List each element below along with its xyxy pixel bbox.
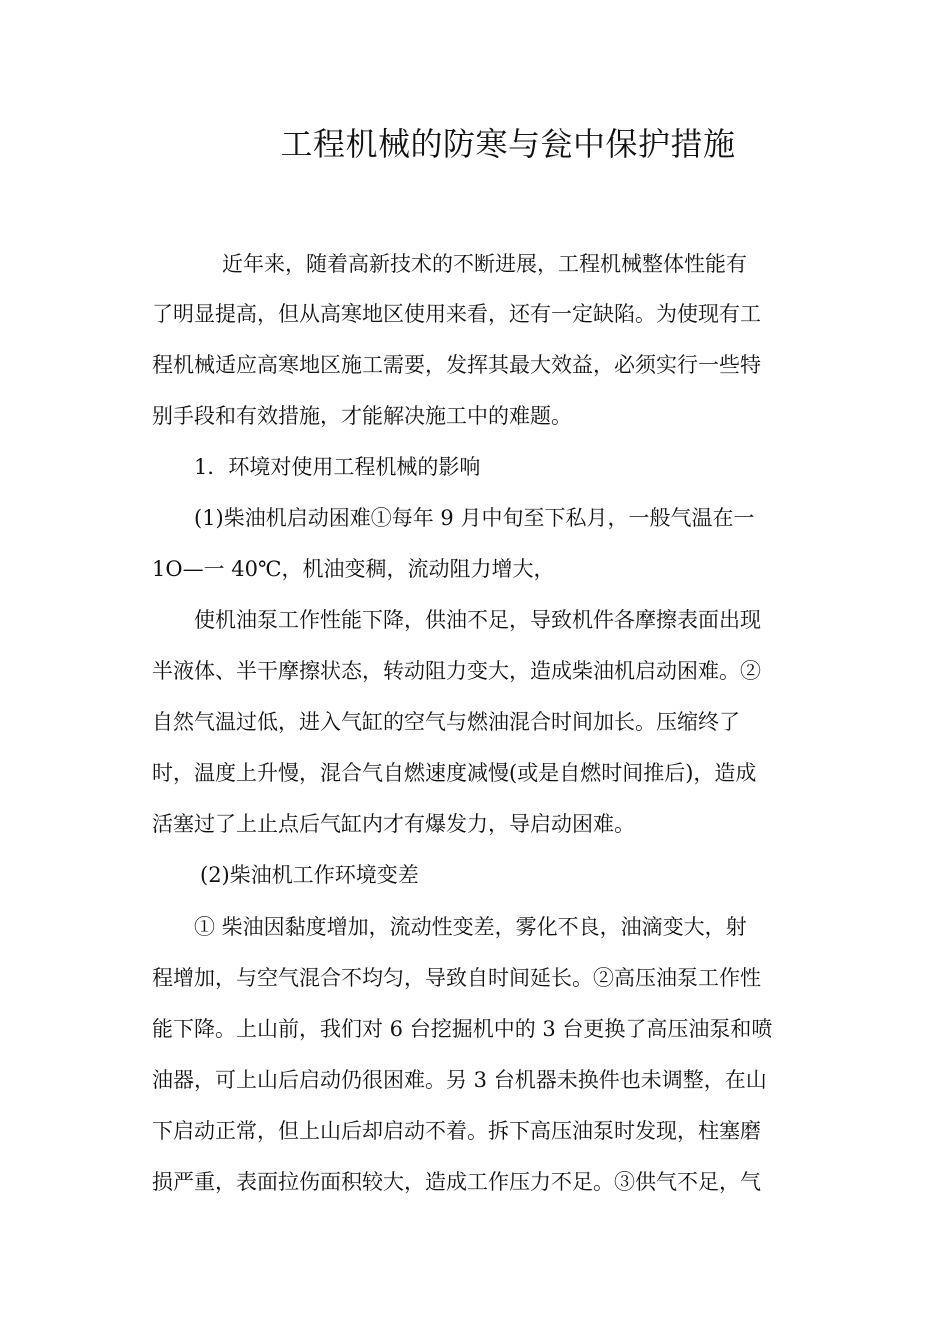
paragraph-line: 能下降。上山前，我们对 6 台挖掘机中的 3 台更换了高压油泵和喷 [152, 1017, 773, 1041]
paragraph-line: 程机械适应高寒地区施工需要，发挥其最大效益，必须实行一些特 [152, 353, 761, 377]
paragraph-line: 程增加，与空气混合不均匀，导致自时间延长。②高压油泵工作性 [152, 966, 761, 990]
paragraph-line: 了明显提高，但从高寒地区使用来看，还有一定缺陷。为使现有工 [152, 302, 761, 326]
document-title: 工程机械的防寒与瓮中保护措施 [280, 125, 736, 163]
paragraph-line: 半液体、半干摩擦状态，转动阻力变大，造成柴油机启动困难。② [152, 659, 761, 683]
paragraph-line: 1O—一 40℃，机油变稠，流动阻力增大， [152, 557, 555, 581]
paragraph-line: 下启动正常，但上山后却启动不着。拆下高压油泵时发现，柱塞磨 [152, 1119, 761, 1143]
paragraph-line: 别手段和有效措施，才能解决施工中的难题。 [152, 404, 572, 428]
section-heading: 1．环境对使用工程机械的影响 [194, 455, 481, 479]
paragraph-line: 活塞过了上止点后气缸内才有爆发力，导启动困难。 [152, 812, 635, 836]
paragraph-line: 时，温度上升慢，混合气自燃速度减慢(或是自燃时间推后)，造成 [152, 761, 757, 785]
paragraph-line: 自然气温过低，进入气缸的空气与燃油混合时间加长。压缩终了 [152, 710, 740, 734]
paragraph-line: 近年来，随着高新技术的不断进展，工程机械整体性能有 [222, 252, 747, 276]
paragraph-line: 使机油泵工作性能下降，供油不足，导致机件各摩擦表面出现 [194, 608, 761, 632]
paragraph-line: 损严重，表面拉伤面积较大，造成工作压力不足。③供气不足，气 [152, 1170, 761, 1194]
paragraph-line: (1)柴油机启动困难①每年 9 月中旬至下私月，一般气温在一 [194, 506, 755, 530]
paragraph-line: 油器，可上山后启动仍很困难。另 3 台机器未换件也未调整，在山 [152, 1068, 767, 1092]
subsection-heading: (2)柴油机工作环境变差 [200, 863, 419, 887]
paragraph-line: ① 柴油因黏度增加，流动性变差，雾化不良，油滴变大，射 [194, 915, 747, 939]
